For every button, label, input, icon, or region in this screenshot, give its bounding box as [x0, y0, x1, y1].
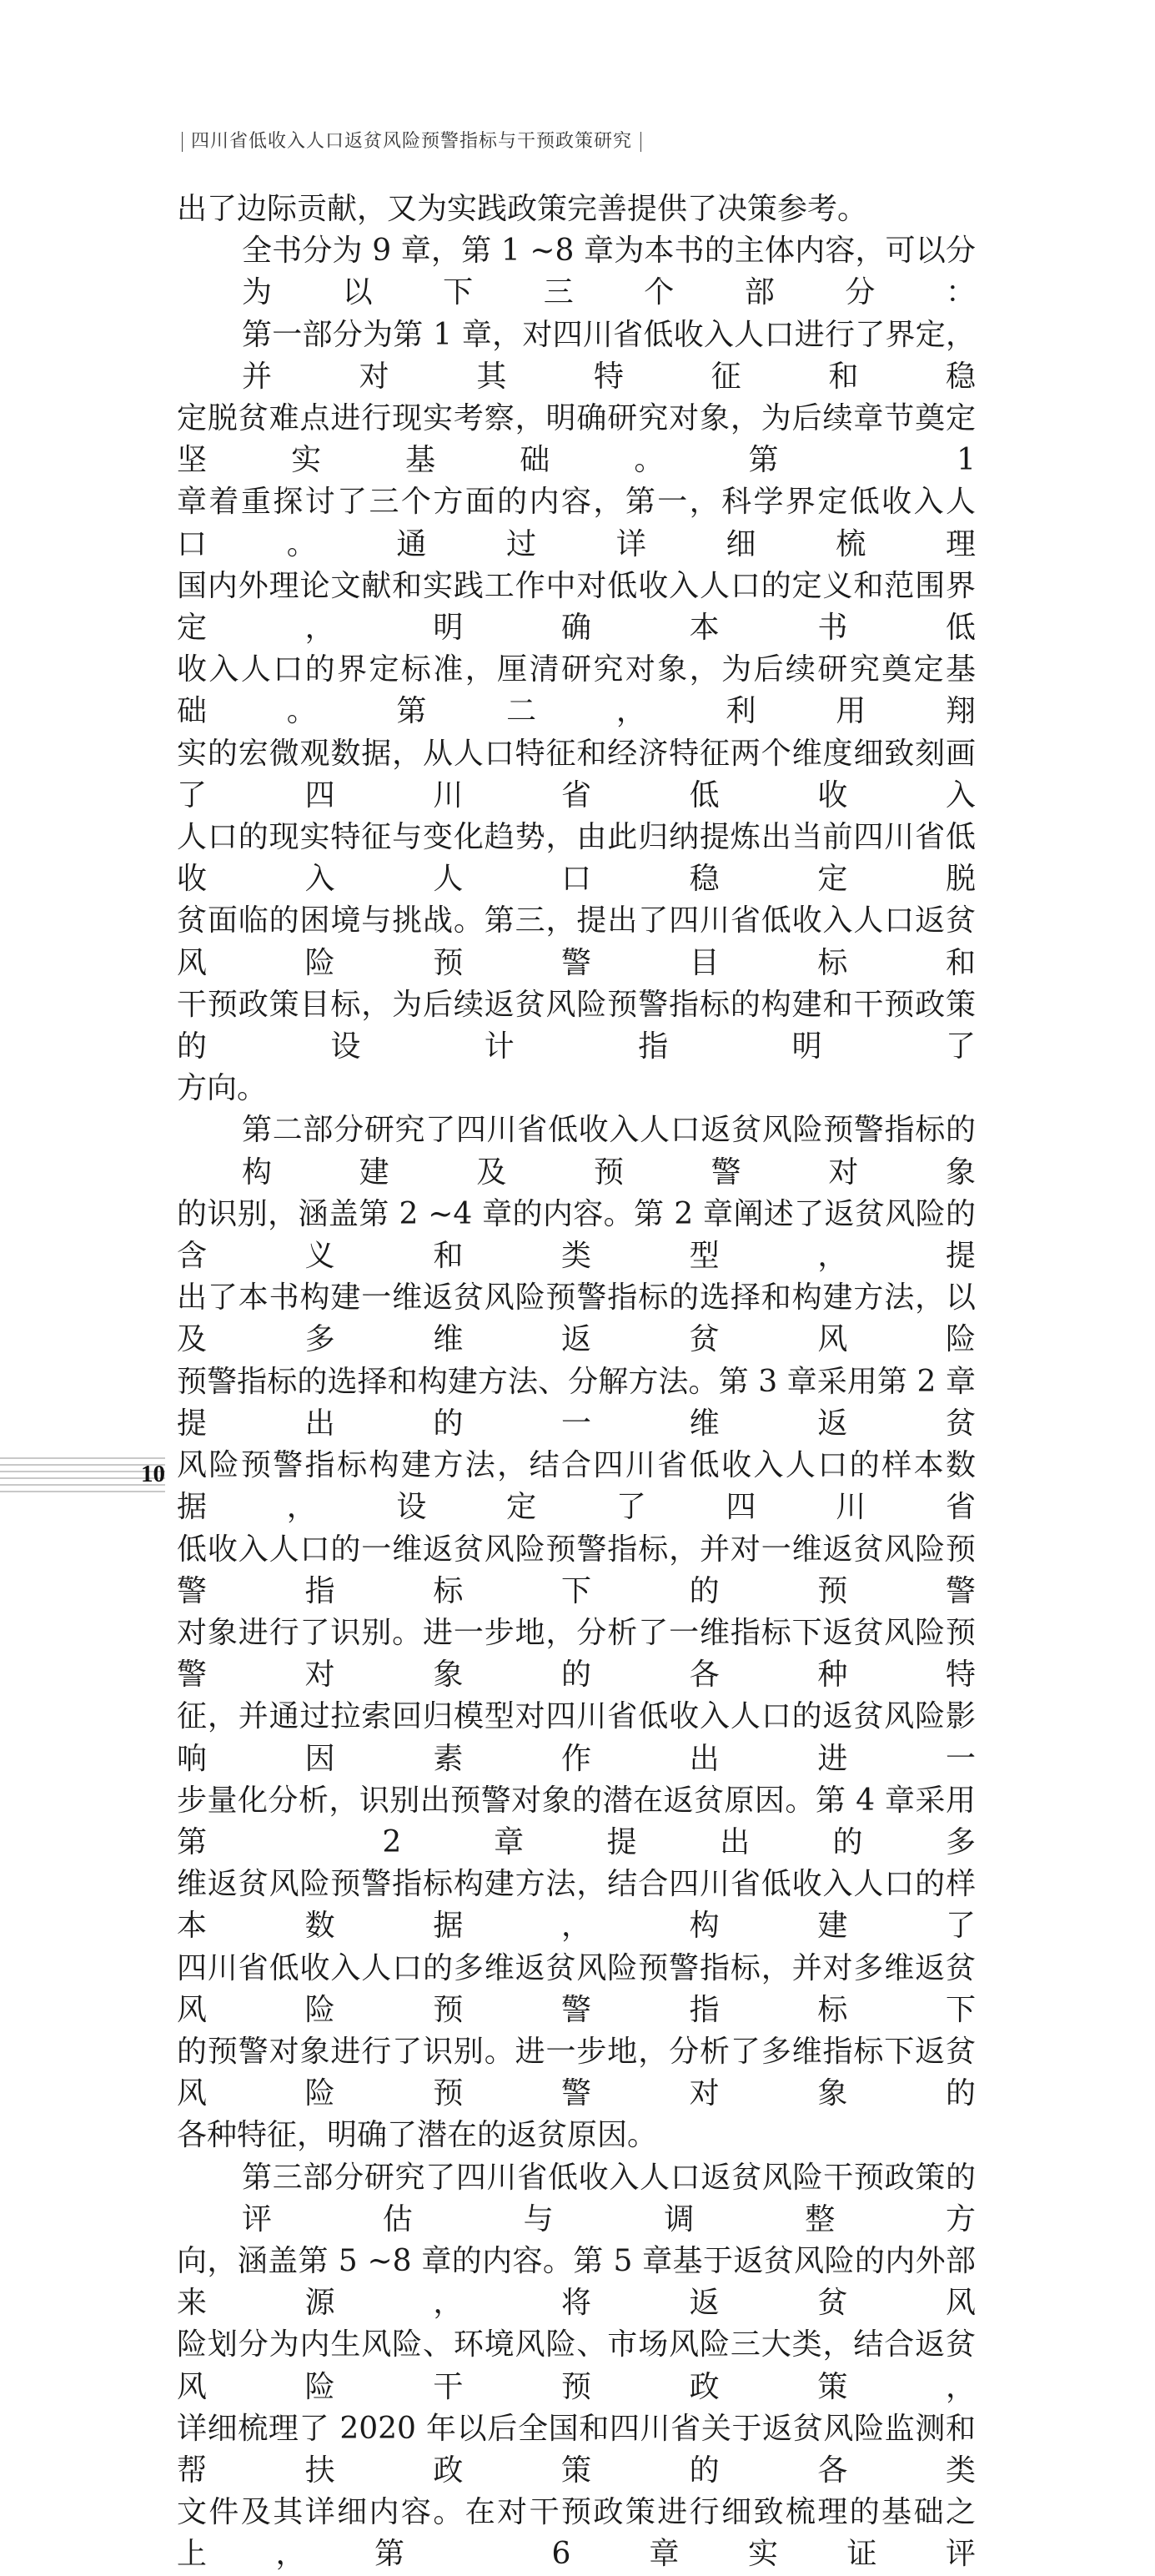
divider — [182, 132, 183, 152]
text-line: 步量化分析，识别出预警对象的潜在返贫原因。第 4 章采用第 2 章提出的多 — [177, 1783, 976, 1859]
text-line: 的识别，涵盖第 2 ~4 章的内容。第 2 章阐述了返贫风险的含义和类型，提 — [177, 1196, 976, 1274]
text-line: 文件及其详细内容。在对干预政策进行细致梳理的基础之上，第 6 章实证评 — [177, 2495, 976, 2572]
text-line: 征，并通过拉索回归模型对四川省低收入人口的返贫风险影响因素作出进一 — [177, 1699, 976, 1776]
text-line: 的预警对象进行了识别。进一步地，分析了多维指标下返贫风险预警对象的 — [177, 2034, 976, 2111]
paragraph — [177, 230, 976, 314]
running-title: 四川省低收入人口返贫风险预警指标与干预政策研究 — [191, 131, 633, 152]
text-line: 风险预警指标构建方法，结合四川省低收入人口的样本数据，设定了四川省 — [177, 1448, 976, 1525]
text-line: 预警指标的选择和构建方法、分解方法。第 3 章采用第 2 章提出的一维返贫 — [177, 1364, 976, 1441]
text-line: 实的宏微观数据，从人口特征和经济特征两个维度细致刻画了四川省低收入 — [177, 736, 976, 813]
text-line: 第一部分为第 1 章，对四川省低收入人口进行了界定，并对其特征和稳 — [242, 317, 976, 394]
text-line: 人口的现实特征与变化趋势，由此归纳提炼出当前四川省低收入人口稳定脱 — [177, 820, 976, 897]
paragraph — [177, 2157, 976, 2576]
text-line: 维返贫风险预警指标构建方法，结合四川省低收入人口的样本数据，构建了 — [177, 1867, 976, 1944]
text-line: 详细梳理了 2020 年以后全国和四川省关于返贫风险监测和帮扶政策的各类 — [177, 2411, 976, 2488]
running-head — [173, 127, 650, 153]
text-line: 第三部分研究了四川省低收入人口返贫风险干预政策的评估与调整方 — [242, 2160, 976, 2236]
text-line: 各种特征，明确了潜在的返贫原因。 — [177, 2118, 658, 2153]
text-line: 全书分为 9 章，第 1 ~8 章为本书的主体内容，可以分为以下三个部分： — [242, 234, 976, 310]
divider — [640, 132, 641, 152]
text-line: 干预政策目标，为后续返贫风险预警指标的构建和干预政策的设计指明了 — [177, 987, 976, 1064]
text-line: 出了边际贡献，又为实践政策完善提供了决策参考。 — [177, 192, 868, 226]
paragraph — [177, 189, 976, 230]
text-line: 贫面临的困境与挑战。第三，提出了四川省低收入人口返贫风险预警目标和 — [177, 903, 976, 980]
text-line: 第二部分研究了四川省低收入人口返贫风险预警指标的构建及预警对象 — [242, 1113, 976, 1190]
body-text — [177, 189, 976, 2576]
text-line: 向，涵盖第 5 ~8 章的内容。第 5 章基于返贫风险的内外部来源，将返贫风 — [177, 2243, 976, 2321]
text-line: 方向。 — [177, 1071, 268, 1106]
paragraph — [177, 1109, 976, 2156]
page-number: 10 — [141, 1461, 165, 1487]
text-line: 国内外理论文献和实践工作中对低收入人口的定义和范围界定，明确本书低 — [177, 568, 976, 646]
paragraph — [177, 314, 976, 1110]
text-line: 低收入人口的一维返贫风险预警指标，并对一维返贫风险预警指标下的预警 — [177, 1532, 976, 1608]
text-line: 定脱贫难点进行现实考察，明确研究对象，为后续章节奠定坚实基础。第 1 — [177, 401, 976, 478]
text-line: 对象进行了识别。进一步地，分析了一维指标下返贫风险预警对象的各种特 — [177, 1615, 976, 1693]
text-line: 出了本书构建一维返贫风险预警指标的选择和构建方法，以及多维返贫风险 — [177, 1280, 976, 1357]
text-line: 收入人口的界定标准，厘清研究对象，为后续研究奠定基础。第二，利用翔 — [177, 652, 976, 729]
text-line: 四川省低收入人口的多维返贫风险预警指标，并对多维返贫风险预警指标下 — [177, 1950, 976, 2027]
text-line: 章着重探讨了三个方面的内容，第一，科学界定低收入人口。通过详细梳理 — [177, 485, 976, 561]
text-line: 险划分为内生风险、环境风险、市场风险三大类，结合返贫风险干预政策， — [177, 2327, 976, 2404]
